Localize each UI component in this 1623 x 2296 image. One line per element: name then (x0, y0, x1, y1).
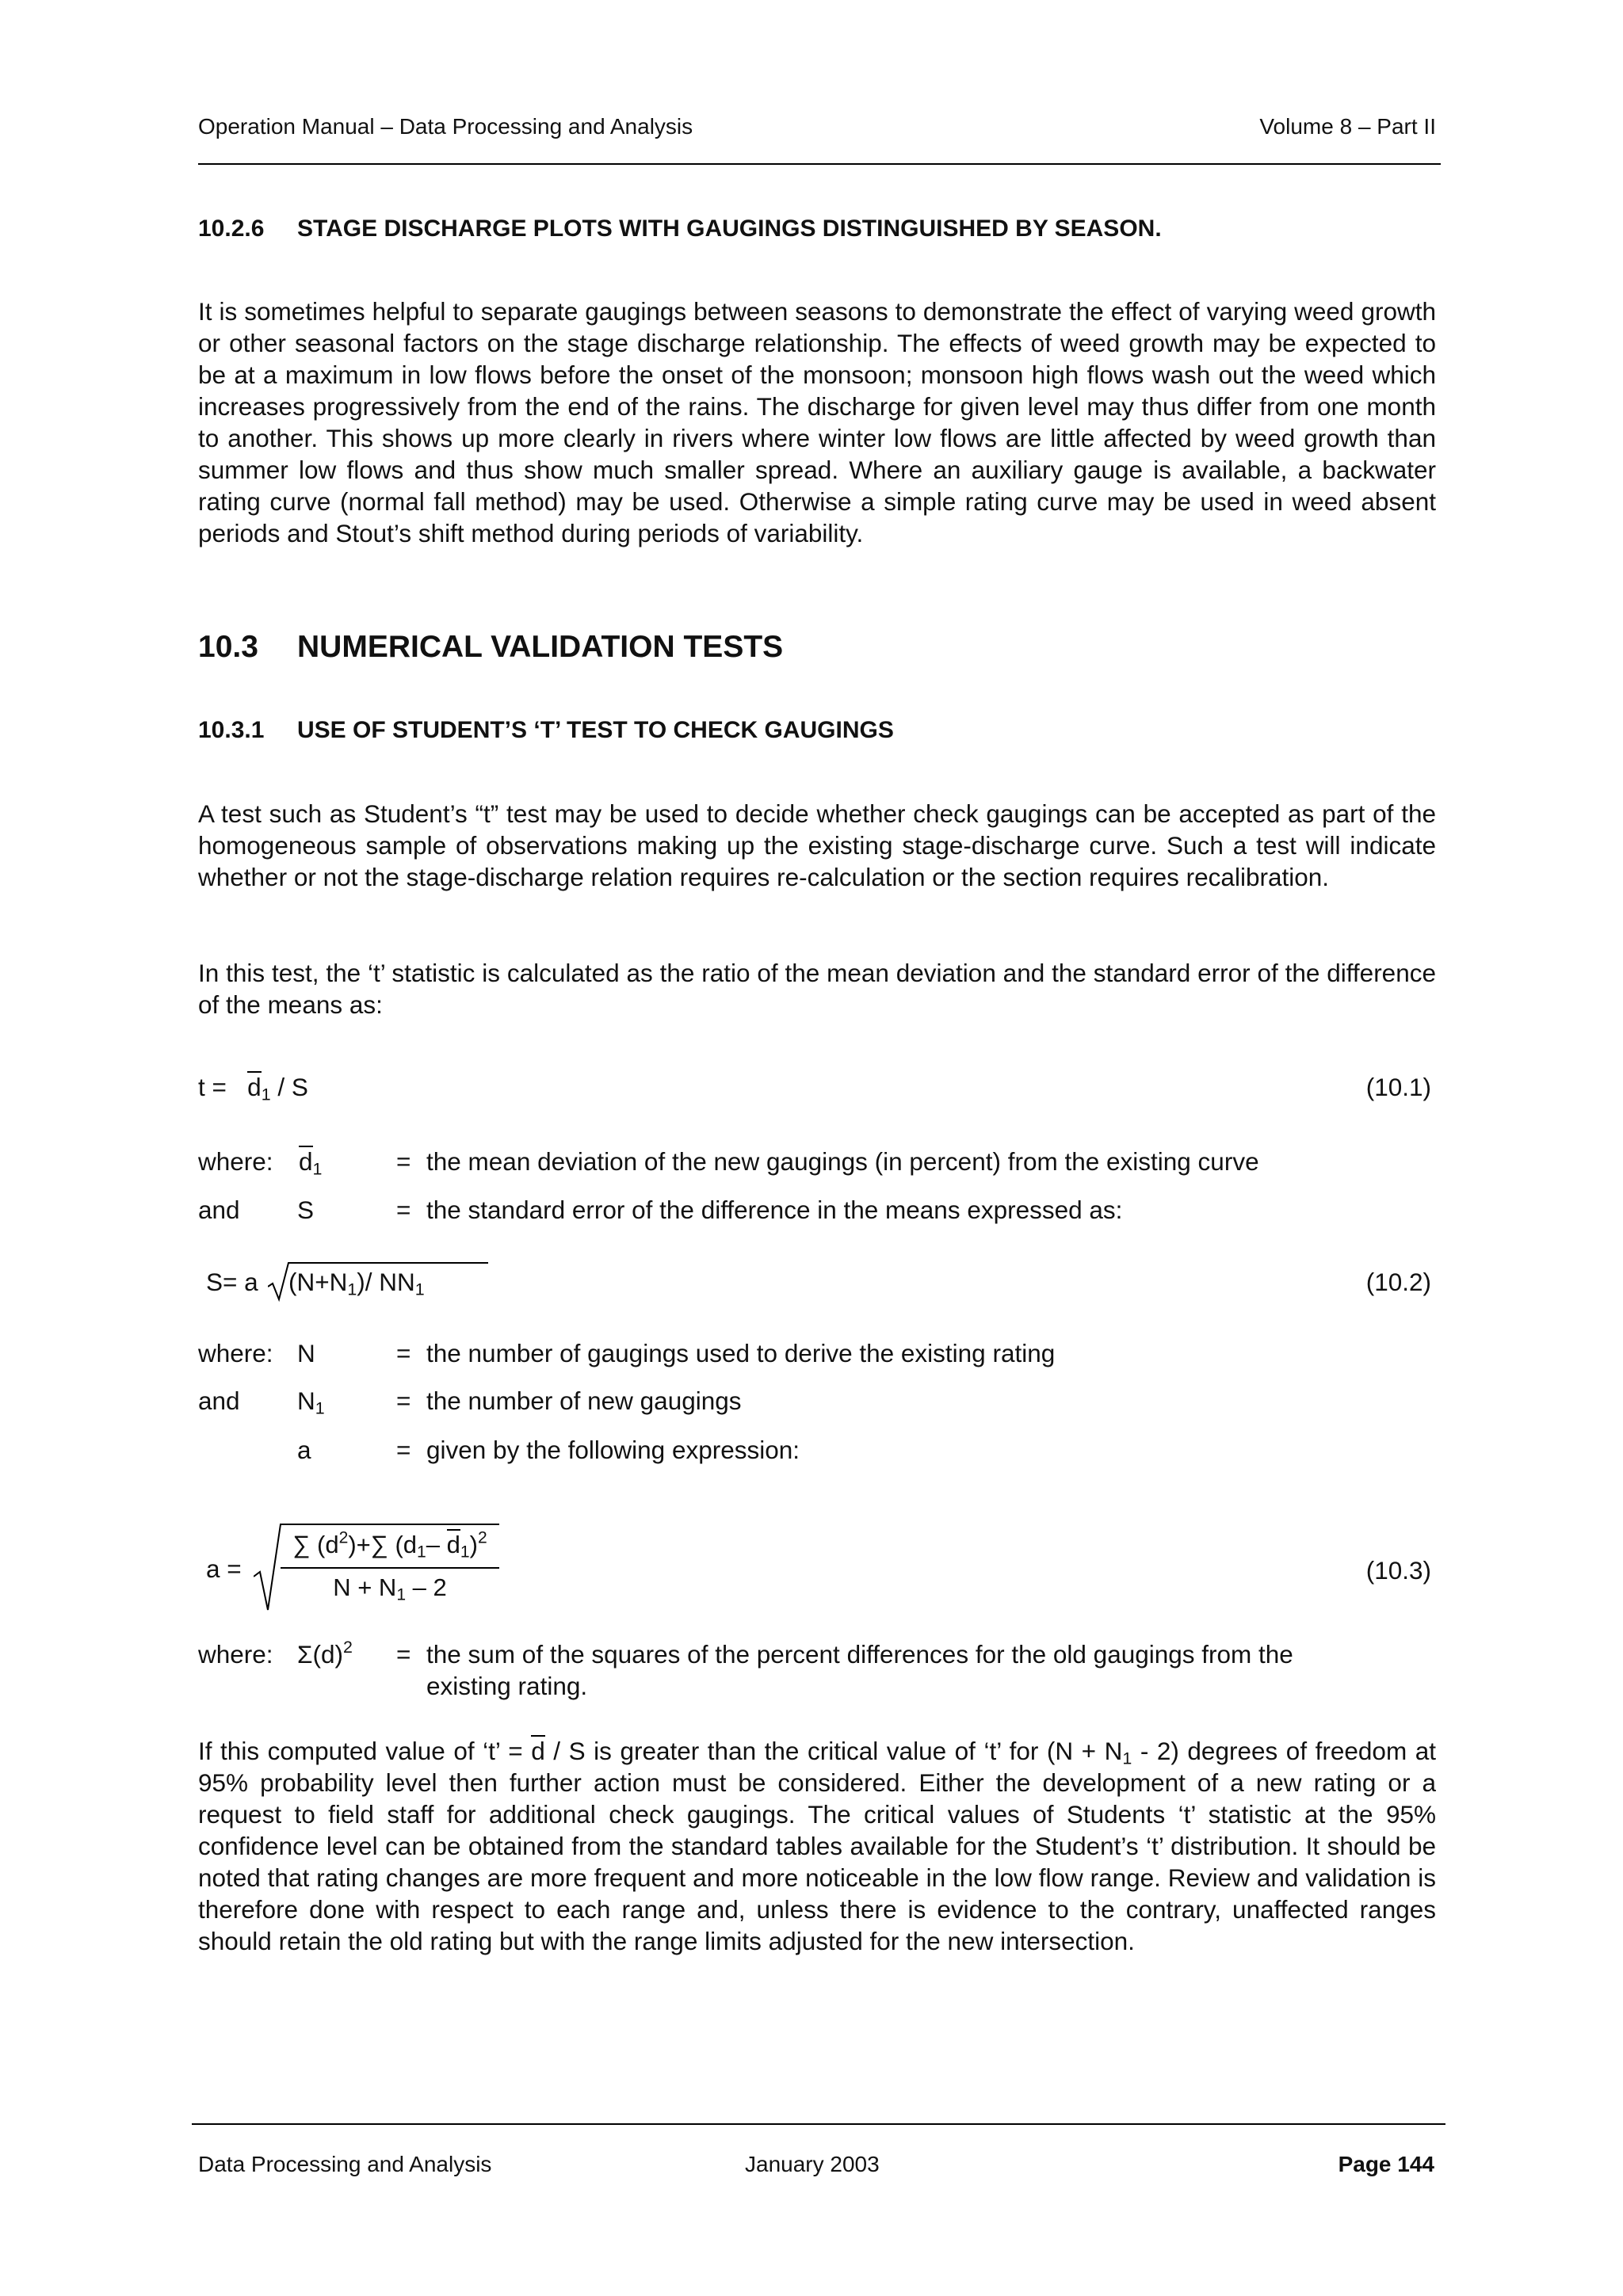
def-text: the sum of the squares of the percent differences for the old gaugings from the existing rating. (426, 1640, 1293, 1700)
def-equals: = (396, 1640, 411, 1669)
def-symbol: $\Sigma(d)^2$ (297, 1638, 353, 1669)
section-number: 10.3 (198, 630, 258, 664)
paragraph-critical-value: If this computed value of ‘t’ = d / S is greater than the critical value of ‘t’ for $(N + N_1 - 2)$ degrees of freedom at 95% probability level then further action must be considered. Either the development of a new rating or a request to field staff for additional check gaugings. The critical values of Students ‘t’ statistic at the 95% confidence level can be obtained from the standard tables available for the Student’s ‘t’ distribution. It should be noted that rating changes are more frequent and more noticeable in the low flow range. Review and validation is therefore done with respect to each range and, unless there is evidence to the contrary, unaffected ranges should retain the old rating but with the range limits adjusted for the new intersection. (198, 1737, 1436, 1955)
page-header (198, 111, 1441, 165)
fraction-denominator: $N + N_1 - 2$ (333, 1573, 447, 1604)
def-lead: and (198, 1386, 240, 1415)
section-title: USE OF STUDENT’S ‘T’ TEST TO CHECK GAUGINGS (297, 717, 894, 743)
sqrt-radicand: $(N+N_1)/$ $NN_1$ (288, 1268, 425, 1299)
section-number: 10.2.6 (198, 215, 265, 242)
header-right: Volume 8 – Part II (1259, 114, 1436, 139)
equation-number: (10.2) (1365, 1268, 1431, 1296)
section-title: NUMERICAL VALIDATION TESTS (297, 630, 784, 664)
eq-lhs: S= a (206, 1268, 258, 1296)
section-10-3-1-heading (198, 717, 894, 744)
def-text: given by the following expression: (426, 1436, 800, 1464)
section-10-3-heading (198, 630, 783, 665)
fraction-bar (281, 1567, 499, 1569)
def-text: the number of gaugings used to derive the existing rating (426, 1339, 1056, 1367)
def-symbol: $N_1$ (297, 1386, 325, 1418)
d-bar-symbol: d (299, 1147, 313, 1176)
def-lead: and (198, 1196, 240, 1224)
eq-rest: / S (270, 1073, 308, 1101)
equation-number: (10.1) (1365, 1073, 1431, 1101)
section-10-2-6-body: It is sometimes helpful to separate gaugings between seasons to demonstrate the effect of varying weed growth or other seasonal factors on the stage discharge relationship. The effects of weed growth may be expected to be at a maximum in low flows before the onset of the monsoon; monsoon high flows wash out the weed which increases progressively from the end of the rains. The discharge for given level may thus differ from one month to another. This shows up more clearly in rivers where winter low flows are little affected by weed growth than summer low flows and thus show much smaller spread. Where an auxiliary gauge is available, a backwater rating curve (normal fall method) may be used. Otherwise a simple rating curve may be used in weed absent periods and Stout’s shift method during periods of variability. (198, 297, 1436, 547)
definition-row (198, 1638, 1436, 1702)
equation-number: (10.3) (1365, 1556, 1431, 1585)
page-number: Page 144 (1338, 2152, 1434, 2176)
def-text: the standard error of the difference in the means expressed as: (426, 1196, 1123, 1224)
def-symbol: S (297, 1196, 315, 1224)
def-symbol: a (297, 1436, 311, 1464)
eq-lhs: t = (198, 1073, 227, 1101)
page-footer (192, 2123, 1445, 2177)
def-equals: = (396, 1339, 411, 1367)
def-lead: where: (198, 1147, 273, 1176)
eq-subscript: 1 (261, 1085, 271, 1104)
section-title: STAGE DISCHARGE PLOTS WITH GAUGINGS DISTINGUISHED BY SEASON. (297, 215, 1162, 242)
def-equals: = (396, 1196, 411, 1224)
footer-left: Data Processing and Analysis (198, 2152, 492, 2176)
equation-10-3 (198, 1521, 1436, 1616)
document-page: Operation Manual – Data Processing and Analysis Volume 8 – Part II 10.2.6 STAGE DISCHARGE PLOTS WITH GAUGINGS DISTINGUISHED BY SEASON. It is sometimes helpful to separate gaugings between seasons to demonstrate the effect of varying weed growth or other seasonal factors on the stage discharge relationship. The effects of weed growth may be expected to be at a maximum in low flows before the onset of the monsoon; monsoon high flows wash out the weed which increases progressively from the end of the rains. The discharge for given level may thus differ from one month to another. This shows up more clearly in rivers where winter low flows are little affected by weed growth than summer low flows and thus show much smaller spread. Where an auxiliary gauge is available, a backwater rating curve (normal fall method) may be used. Otherwise a simple rating curve may be used in weed absent periods and Stout’s shift method during periods of variability. 10.3 NUMERICAL VALIDATION TESTS 10.3.1 USE OF STUDENT’S ‘T’ TEST TO CHECK GAUGINGS A test such as Student’s “t” test may be used to decide whether check gaugings can be accepted as part of the homogeneous sample of observations making up the existing stage-discharge curve. Such a test will indicate whether or not the stage-discharge relation requires re-calculation or the section requires recalibration. In this test, the ‘t’ statistic is calculated as the ratio of the mean deviation and the standard error of the difference of the means as: t = $d_1$ / S (10.1) where: $d_1$ = the mean deviation of the new gaugings (in percent) from the existing curve and S = the standard error of the difference in the means expressed as: S= a $(N+N_1)/$ $NN_1$ (10.2) where: N = the number of gaugings used to derive the existing rating and $N_1$ = the number of new gaugings a = given by the following expression: a = ∑ $(d^2)+\sum$ ($d_1-$ $d_1)^2$ $N + N_1 - 2$ (10.3) where: $\Sigma(d)^2$ = the sum of the squares of the percent differences for the old gaugings from the existing rating. If this computed value of ‘t’ = d / S is greater than the critical value of ‘t’ for $(N + N_1 - 2)$ degrees of freedom at 95% probability level then further action must be considered. Either the development of a new rating or a request to field staff for additional check gaugings. The critical values of Students ‘t’ statistic at the 95% confidence level can be obtained from the standard tables available for the Student’s ‘t’ distribution. It should be noted that rating changes are more frequent and more noticeable in the low flow range. Review and validation is therefore done with respect to each range and, unless there is evidence to the contrary, unaffected ranges should retain the old rating but with the range limits adjusted for the new intersection. Data Processing and Analysis January 2003 Page 144 (198, 0, 1441, 2296)
paragraph-t-test-intro: A test such as Student’s “t” test may be used to decide whether check gaugings can be accepted as part of the homogeneous sample of observations making up the existing stage-discharge curve. Such a test will indicate whether or not the stage-discharge relation requires re-calculation or the section requires recalibration. (198, 799, 1436, 891)
paragraph-t-statistic: In this test, the ‘t’ statistic is calculated as the ratio of the mean deviation and the standard error of the difference of the means as: (198, 959, 1436, 1019)
d-bar-symbol: d (247, 1073, 262, 1101)
def-symbol: N (297, 1339, 315, 1367)
def-lead: where: (198, 1339, 273, 1367)
footer-date: January 2003 (745, 2152, 880, 2176)
def-text: the mean deviation of the new gaugings (in percent) from the existing curve (426, 1147, 1259, 1176)
equation-10-1 (198, 1071, 1436, 1103)
def-equals: = (396, 1147, 411, 1176)
fraction-numerator: ∑ $(d^2)+\sum$ ($d_1-$ $d_1)^2$ (292, 1528, 487, 1562)
section-number: 10.3.1 (198, 717, 265, 743)
def-lead: where: (198, 1640, 273, 1669)
header-left: Operation Manual – Data Processing and Analysis (198, 114, 693, 139)
eq-lhs: a = (206, 1554, 242, 1583)
def-text: the number of new gaugings (426, 1386, 742, 1415)
def-equals: = (396, 1386, 411, 1415)
section-10-2-6-heading (198, 215, 1162, 242)
d-bar-symbol: d (531, 1737, 545, 1765)
def-equals: = (396, 1436, 411, 1464)
